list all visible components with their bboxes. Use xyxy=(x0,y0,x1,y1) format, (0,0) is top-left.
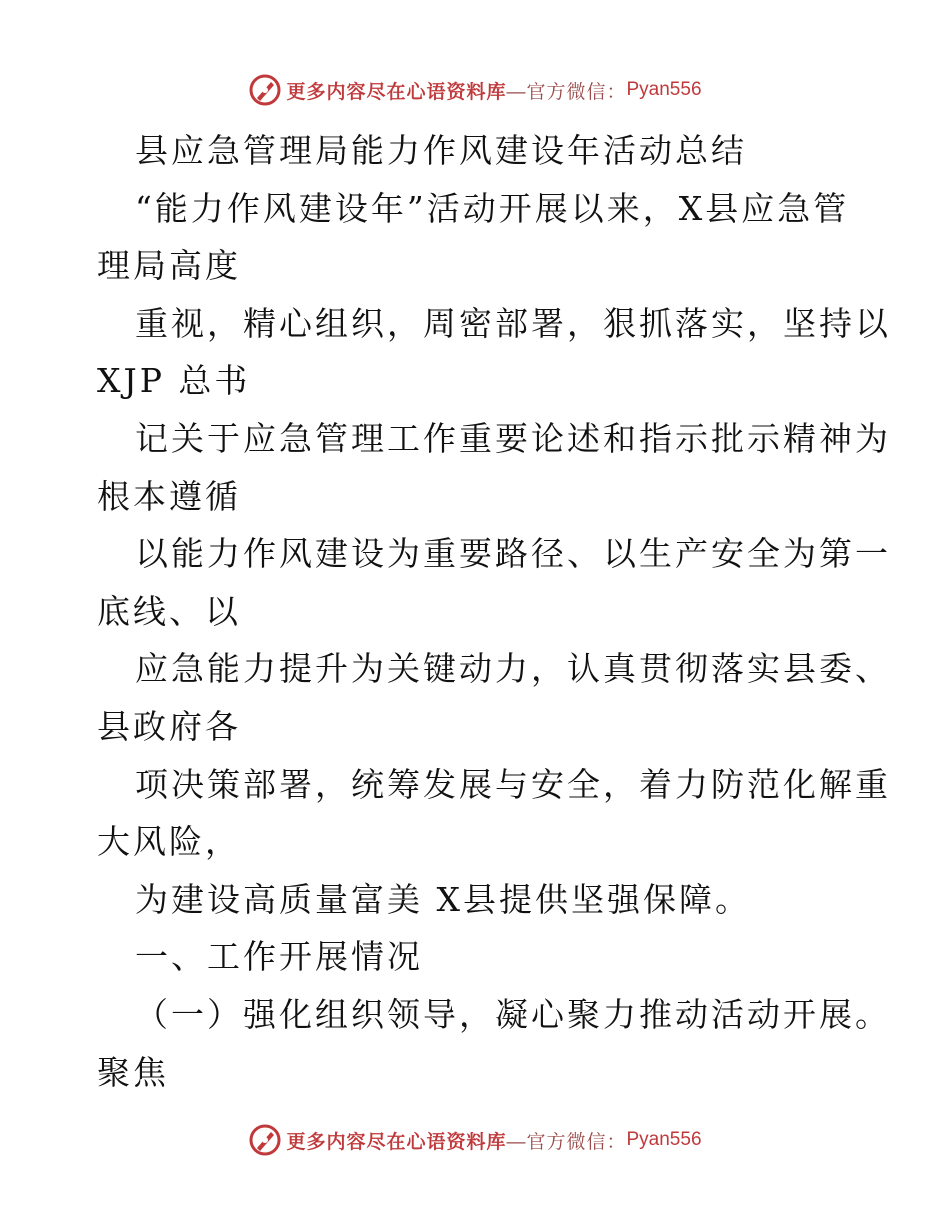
doc-line: 理局高度 xyxy=(97,246,241,286)
pen-logo-icon xyxy=(248,73,282,107)
doc-line: 重视，精心组织，周密部署，狠抓落实，坚持以 xyxy=(135,303,891,343)
watermark-main-text: 更多内容尽在心语资料库 xyxy=(286,1131,507,1153)
doc-line: 一、工作开展情况 xyxy=(135,937,423,977)
doc-line: 以能力作风建设为重要路径、以生产安全为第一 xyxy=(135,534,891,574)
doc-line: 应急能力提升为关键动力，认真贯彻落实县委、 xyxy=(135,649,891,689)
watermark-sub-text: —官方微信： xyxy=(506,81,627,103)
doc-line: （一）强化组织领导，凝心聚力推动活动开展。 xyxy=(135,994,891,1034)
doc-line: 记关于应急管理工作重要论述和指示批示精神为 xyxy=(135,418,891,458)
footer-watermark xyxy=(0,1120,950,1160)
header-watermark xyxy=(0,70,950,110)
doc-line: 县政府各 xyxy=(97,706,241,746)
doc-line: 为建设高质量富美 X县提供坚强保障。 xyxy=(135,879,751,919)
doc-line: 县应急管理局能力作风建设年活动总结 xyxy=(135,131,747,170)
doc-line: 聚焦 xyxy=(97,1052,169,1092)
doc-line: XJP 总书 xyxy=(97,361,251,401)
doc-line: 项决策部署，统筹发展与安全，着力防范化解重 xyxy=(135,764,891,804)
watermark-id-text: Pyan556 xyxy=(626,1129,702,1150)
doc-line: 底线、以 xyxy=(97,591,241,631)
watermark-main-text: 更多内容尽在心语资料库 xyxy=(286,81,507,103)
pen-logo-icon xyxy=(248,1123,282,1157)
document-body xyxy=(97,122,891,1101)
watermark-sub-text: —官方微信： xyxy=(506,1131,627,1153)
doc-line: “能力作风建设年”活动开展以来，X县应急管 xyxy=(135,188,850,228)
doc-line: 大风险， xyxy=(97,822,241,862)
doc-line: 根本遵循 xyxy=(97,476,241,516)
watermark-id-text: Pyan556 xyxy=(626,79,702,100)
